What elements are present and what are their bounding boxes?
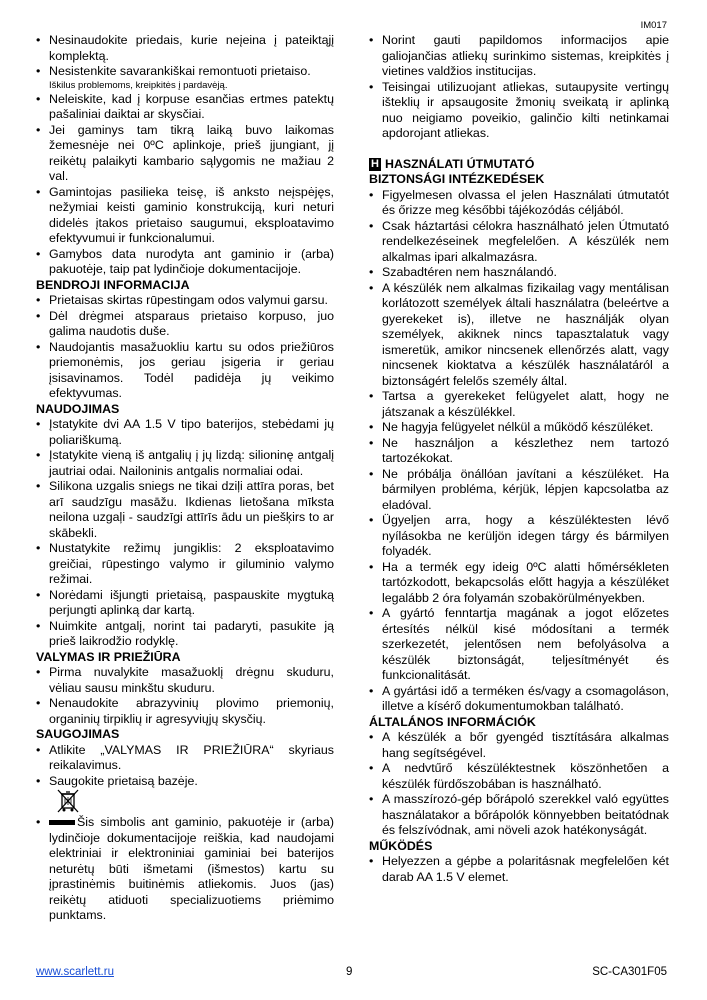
list-item: • A gyártó fenntartja magának a jogot előzetes értesítés nélkül kisé módosítani a termék szerkezetét, jelentősen nem befolyásolva a készülék biztonságát, teljesítményét és funkcionalitását.	[369, 606, 669, 684]
right-column	[369, 33, 669, 885]
list-item: • A masszírozó-gép bőrápoló szerekkel való együttes használatakor a bőrápolók könnyebben beitatódnak és felszívódnak, ami növeli azok hatékonyságát.	[369, 792, 669, 839]
model-number: SC-CA301F05	[592, 966, 667, 978]
list-item: • Gamybos data nurodyta ant gaminio ir (arba) pakuotėje, taip pat lydinčioje dokumentacijoje.	[36, 247, 334, 278]
list-item: • Ne próbálja önállóan javítani a készüléket. Ha bármilyen probléma, kérjük, lépjen kapcsolatba az eladóval.	[369, 467, 669, 514]
list-item: • Ha a termék egy ideig 0ºC alatti hőmérsékleten tartózkodott, bekapcsolás előtt hagyja a készüléket legalább 2 óra folyamán szobakörülményekben.	[369, 560, 669, 607]
list-item: • Naudojantis masažuokliu kartu su odos priežiūros priemonėmis, jos geriau įsigeria ir geriau įsisavinamos. Todėl padidėja jų veikimo efektyvumas.	[36, 340, 334, 402]
list-item: • Norėdami išjungti prietaisą, paspauskite mygtuką perjungti aplinką dar kartą.	[36, 588, 334, 619]
section-heading-hungarian-manual	[369, 157, 669, 173]
section-heading-usage: NAUDOJIMAS	[36, 401, 120, 416]
left-column	[36, 33, 334, 924]
heading-text: HASZNÁLATI ÚTMUTATÓ	[385, 156, 535, 171]
section-heading-operation: MŰKÖDÉS	[369, 838, 433, 853]
list-item: • Prietaisas skirtas rūpestingam odos valymui garsu.	[36, 293, 334, 309]
list-item: • Teisingai utilizuojant atliekas, sutaupysite vertingų išteklių ir apsaugosite žmonių sveikatą ir aplinką nuo neigiamo poveikio, galinčio kilti netinkamai apdorojant atliekas.	[369, 80, 669, 142]
list-item: • A készülék nem alkalmas fizikailag vagy mentálisan korlátozott személyek általi használatra (beleértve a gyerekeket is), illetve ne használják olyan személyek, akiknek nincs tapasztalatuk vagy ismeretük, amikor nincsenek ellenőrzés alatt, vagy nincsenek kioktatva a készülék használatáról a biztonságért felelős személy által.	[369, 281, 669, 390]
list-item: • Neleiskite, kad į korpuse esančias ertmes patektų pašaliniai daiktai ar skysčiai.	[36, 92, 334, 123]
list-item: • Ne használjon a készlethez nem tartozó tartozékokat.	[369, 436, 669, 467]
list-item: • Szabadtéren nem használandó.	[369, 265, 669, 281]
list-item-text: Nesistenkite savarankiškai remontuoti prietaiso.	[49, 64, 311, 78]
list-item	[36, 64, 334, 92]
list-item: • Helyezzen a gépbe a polaritásnak megfelelően két darab AA 1.5 V elemet.	[369, 854, 669, 885]
list-item: • Nesinaudokite priedais, kurie neįeina į pateiktąjį komplektą.	[36, 33, 334, 64]
list-item: • Csak háztartási célokra használható jelen Útmutató rendelkezéseinek megfelelően. A készülék nem alkalmas ipari alkalmazásra.	[369, 219, 669, 266]
list-item: • Gamintojas pasilieka teisę, iš anksto neįspėjęs, nežymiai keisti gaminio konstrukciją, kuri neturi didelės įtakos prietaiso saugumui, eksploatavimo efektyvumui ir funkcionalumui.	[36, 185, 334, 247]
section-heading-general-info: BENDROJI INFORMACIJA	[36, 277, 190, 292]
weee-notice	[36, 789, 334, 924]
list-item: • Dėl drėgmei atsparaus prietaiso korpuso, juo galima naudotis duše.	[36, 309, 334, 340]
list-item: • Įstatykite vieną iš antgalių į jų lizdą: silioninę antgalį jautriai odai. Nailoninis antgalis normaliai odai.	[36, 448, 334, 479]
list-item: • Ügyeljen arra, hogy a készüléktesten lévő nyílásokba ne kerüljön idegen tárgy és bármilyen folyadék.	[369, 513, 669, 560]
list-item: • A készülék a bőr gyengéd tisztítására alkalmas hang segítségével.	[369, 730, 669, 761]
list-item: • Įstatykite dvi AA 1.5 V tipo baterijos, stebėdami jų poliariškumą.	[36, 417, 334, 448]
list-item	[36, 815, 334, 924]
list-item: • Nuimkite antgalį, norint tai padaryti, pasukite ją prieš laikrodžio rodyklę.	[36, 619, 334, 650]
section-heading-general-info-hu: ÁLTALÁNOS INFORMÁCIÓK	[369, 714, 536, 729]
list-item: • Ne hagyja felügyelet nélkül a működő készüléket.	[369, 420, 669, 436]
list-item: • Pirma nuvalykite masažuoklį drėgnu skuduru, vėliau sausu minkštu skuduru.	[36, 665, 334, 696]
list-item: • Tartsa a gyerekeket felügyelet alatt, hogy ne játszanak a készülékkel.	[369, 389, 669, 420]
list-item: • Nenaudokite abrazyvinių plovimo priemonių, organinių tirpiklių ir agresyviųjų skysčių.	[36, 696, 334, 727]
list-item: • Norint gauti papildomos informacijos apie galiojančias atliekų surinkimo sistemas, kreipkitės į vietines valdžios institucijas.	[369, 33, 669, 80]
list-item-text: Šis simbolis ant gaminio, pakuotėje ir (arba) lydinčioje dokumentacijoje reiškia, kad naudojami elektriniai ir elektroniniai gaminiai bei baterijos neturėtų būti išmetami (išmestos) kartu su įprastinėmis buitinėmis atliekomis. Juos (jas) reikėtų atiduoti specializuotiems priėmimo punktams.	[49, 815, 334, 922]
page-number: 9	[346, 966, 353, 978]
list-item: • A nedvtűrő készüléktestnek köszönhetően a készülék fürdőszobában is használható.	[369, 761, 669, 792]
list-item: • Atlikite „VALYMAS IR PRIEŽIŪRA“ skyriaus reikalavimus.	[36, 743, 334, 774]
list-item: • A gyártási idő a terméken és/vagy a csomagoláson, illetve a kísérő dokumentumokban található.	[369, 684, 669, 715]
section-heading-cleaning: VALYMAS IR PRIEŽIŪRA	[36, 649, 181, 664]
list-item: • Figyelmesen olvassa el jelen Használati útmutatót és őrizze meg későbbi tájékozódás céljából.	[369, 188, 669, 219]
section-heading-safety: BIZTONSÁGI INTÉZKEDÉSEK	[369, 172, 545, 186]
document-code: IM017	[640, 20, 667, 31]
list-item: • Saugokite prietaisą bazėje.	[36, 774, 334, 790]
language-marker: H	[369, 158, 381, 171]
crossed-out-wheelie-bin-icon	[57, 789, 79, 813]
list-item: • Nustatykite režimų jungiklis: 2 eksploatavimo greičiai, rūpestingo valymo ir giluminio valymo režimai.	[36, 541, 334, 588]
section-heading-storage: SAUGOJIMAS	[36, 727, 120, 741]
list-item: • Jei gaminys tam tikrą laiką buvo laikomas žemesnėje nei 0ºC aplinkoje, prieš įjungiant, jį reikėtų palaikyti kambario sąlygomis ne mažiau 2 val.	[36, 123, 334, 185]
weee-bar-icon	[49, 820, 75, 825]
list-item-note: Iškilus problemoms, kreipkitės į pardavėją.	[49, 79, 228, 91]
list-item: • Silikona uzgalis sniegs ne tikai dziļi attīra poras, bet arī saudzīgu masāžu. Ikdienas lietošana mīksta neilona uzgaļi - saudzīgi attīrīs ādu un piešķirs to ar skābekli.	[36, 479, 334, 541]
website-link[interactable]: www.scarlett.ru	[36, 966, 114, 978]
